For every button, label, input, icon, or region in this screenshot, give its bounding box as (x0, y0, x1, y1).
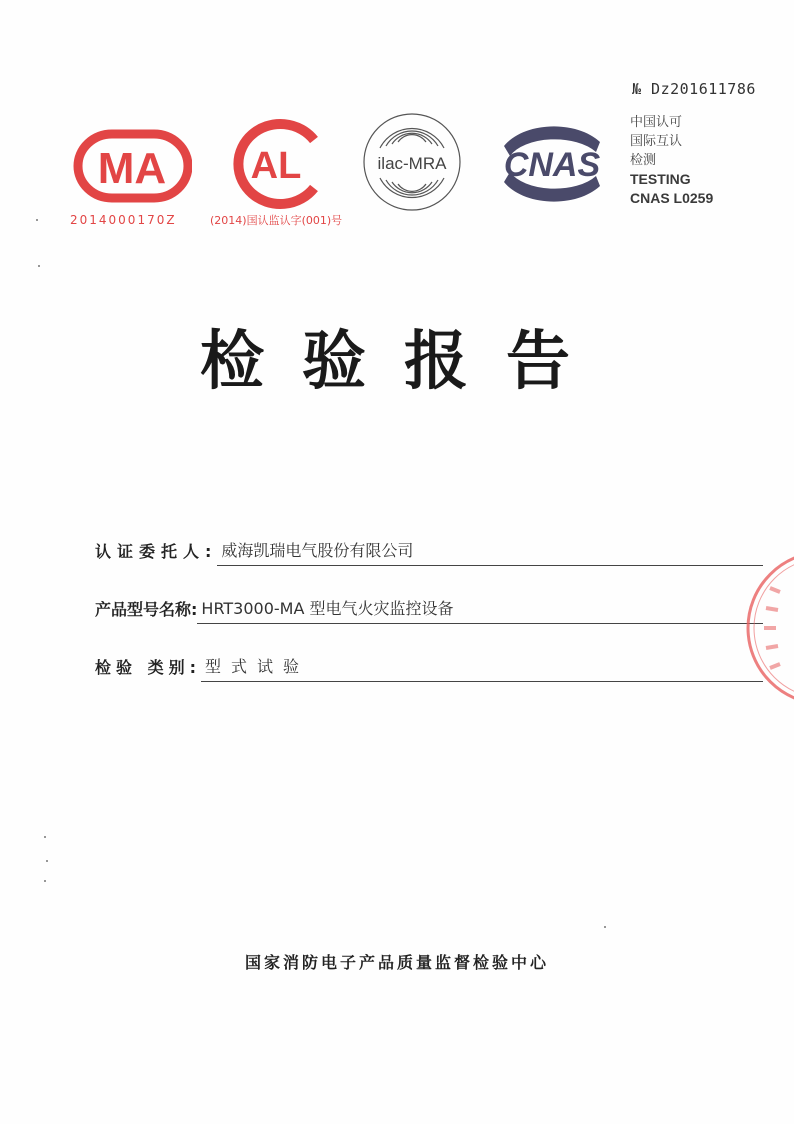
cnas-accreditation-text (630, 113, 713, 208)
client-field (95, 538, 763, 566)
client-value: 威海凯瑞电气股份有限公司 (217, 538, 763, 566)
scan-speck (38, 265, 40, 267)
product-value: HRT3000-MA 型电气火灾监控设备 (197, 596, 763, 624)
ilac-mra-logo (360, 110, 464, 214)
cal-logo-text: AL (250, 145, 302, 187)
cnas-logo (488, 118, 618, 210)
cma-logo-text: MA (97, 144, 167, 193)
cal-logo (222, 118, 332, 210)
report-number: № Dz201611786 (632, 80, 756, 98)
ilac-mra-logo-text: ilac-MRA (377, 154, 447, 173)
cma-number: 2014000170Z (70, 213, 177, 227)
cma-logo (62, 128, 192, 204)
scan-speck (44, 880, 46, 882)
inspection-type-value: 型式试验 (201, 654, 763, 682)
cnas-line-5: CNAS L0259 (630, 190, 714, 206)
product-label: 产品型号名称: (95, 600, 198, 619)
cal-number: (2014)国认监认字(001)号 (210, 214, 343, 227)
cnas-line-3: 检测 (630, 153, 657, 168)
document-title: 检验报告 (200, 325, 608, 399)
cnas-line-1: 中国认可 (630, 115, 683, 130)
product-field (95, 596, 763, 624)
cnas-line-4: TESTING (630, 171, 691, 187)
inspection-type-field (95, 654, 763, 682)
cnas-logo-text: CNAS (503, 146, 601, 184)
scan-speck (36, 219, 38, 221)
scan-speck (44, 836, 46, 838)
cnas-line-2: 国际互认 (630, 134, 683, 149)
official-seal (740, 548, 794, 712)
scan-speck (46, 860, 48, 862)
client-label: 认证委托人: (95, 542, 218, 561)
inspection-type-label: 检验 类别: (95, 658, 201, 677)
scan-speck (604, 926, 606, 928)
issuing-organization: 国家消防电子产品质量监督检验中心 (244, 953, 549, 972)
